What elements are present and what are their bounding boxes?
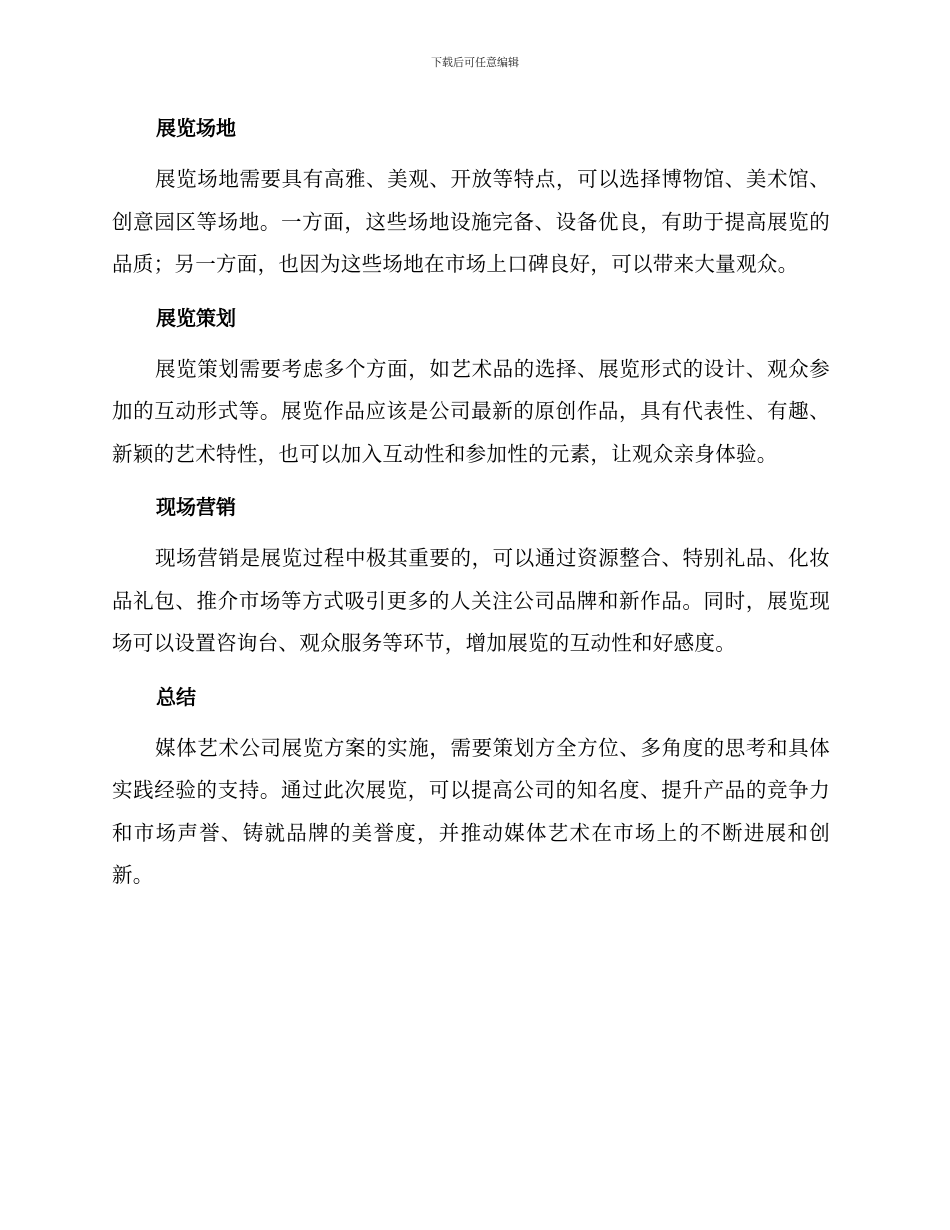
section-venue xyxy=(112,108,830,286)
section-heading: 总结 xyxy=(156,684,196,709)
section-paragraph: 展览策划需要考虑多个方面，如艺术品的选择、展览形式的设计、观众参加的互动形式等。展览作品应该是公司最新的原创作品，具有代表性、有趣、新颖的艺术特性，也可以加入互动性和参加性的元素，让观众亲身体验。 xyxy=(112,356,830,466)
section-summary xyxy=(112,677,830,897)
section-paragraph: 媒体艺术公司展览方案的实施，需要策划方全方位、多角度的思考和具体实践经验的支持。通过此次展览，可以提高公司的知名度、提升产品的竞争力和市场声誉、铸就品牌的美誉度，并推动媒体艺术在市场上的不断进展和创新。 xyxy=(112,735,830,887)
section-paragraph: 现场营销是展览过程中极其重要的，可以通过资源整合、特别礼品、化妆品礼包、推介市场等方式吸引更多的人关注公司品牌和新作品。同时，展览现场可以设置咨询台、观众服务等环节，增加展览的互动性和好感度。 xyxy=(112,546,830,655)
section-planning xyxy=(112,298,830,476)
header-note: 下载后可任意编辑 xyxy=(431,56,519,69)
section-paragraph: 展览场地需要具有高雅、美观、开放等特点，可以选择博物馆、美术馆、创意园区等场地。一方面，这些场地设施完备、设备优良，有助于提高展览的品质；另一方面，也因为这些场地在市场上口碑良好，可以带来大量观众。 xyxy=(112,167,830,276)
document-content xyxy=(112,108,830,909)
section-heading: 展览策划 xyxy=(156,305,236,330)
section-heading: 现场营销 xyxy=(156,495,236,519)
section-marketing xyxy=(112,487,830,665)
section-heading: 展览场地 xyxy=(156,116,236,140)
